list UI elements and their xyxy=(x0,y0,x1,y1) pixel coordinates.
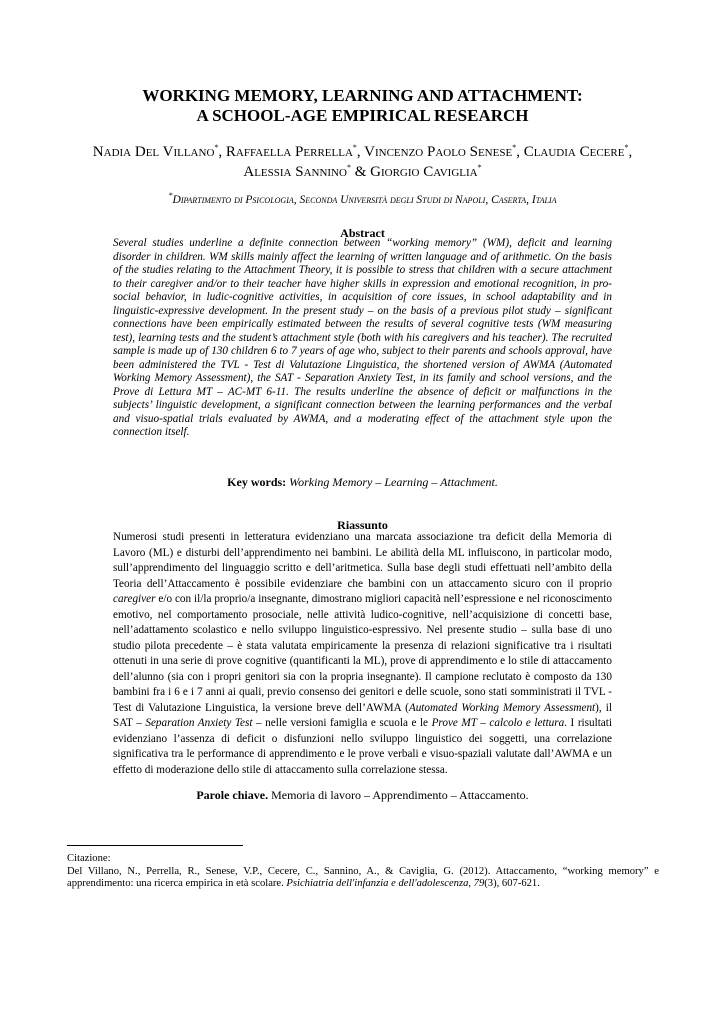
authors-line-2 xyxy=(60,162,665,182)
abstract-heading: Abstract xyxy=(340,226,385,240)
riassunto-text xyxy=(113,530,612,778)
author-ampersand: & xyxy=(354,164,367,180)
author-name: Vincenzo Paolo Senese xyxy=(364,144,513,160)
title-line-1: WORKING MEMORY, LEARNING AND ATTACHMENT: xyxy=(142,86,583,105)
authors-line-1: Nadia Del Villano*, Raffaella Perrella*, Vincenzo Paolo Senese*, Claudia Cecere*, xyxy=(92,143,633,160)
author-name: Giorgio Caviglia xyxy=(370,164,478,180)
riassunto-italic: Automated Working Memory Assessment xyxy=(408,701,596,714)
riassunto-heading: Riassunto xyxy=(337,518,388,532)
citation-body xyxy=(67,866,659,891)
keywords-text: Working Memory – Learning – Attachment. xyxy=(289,475,498,489)
affiliation-text: Dipartimento di Psicologia, Seconda Università degli Studi di Napoli, Caserta, Italia xyxy=(172,194,557,206)
author-mark: * xyxy=(477,163,482,172)
citation-volume: 79 xyxy=(473,878,485,889)
author-list xyxy=(60,142,665,182)
author-name: Nadia Del Villano xyxy=(92,144,215,160)
riassunto-part: Numerosi studi presenti in letteratura evidenziano una marcata associazione tra deficit della Memoria di Lavoro (ML) e disturbi dell’apprendimento nei bambini. Le abilità della ML influiscono, in particolar modo, sull’apprendimento del linguaggio scritto e dell’aritmetica. Sulla base degli studi effettuati nell’ambito della Teoria dell’Attaccamento è possibile evidenziare che bambini con un attaccamento sicuro con il proprio xyxy=(113,531,612,590)
affiliation xyxy=(60,191,665,206)
citation-sep: , xyxy=(468,878,474,889)
citation-journal: Psichiatria dell'infanzia e dell'adolescenza xyxy=(286,878,469,889)
title-line-2: A SCHOOL-AGE EMPIRICAL RESEARCH xyxy=(196,106,529,125)
citation-footnote xyxy=(67,853,659,891)
riassunto-part: e/o con il/la proprio/a insegnante, dimostrano migliori capacità nell’espressione e nel riconoscimento emotivo, nel comportamento prosociale, nelle attività ludico-cognitive, nell’acquisizione di concetti base, nell’adattamento scolastico e nello sviluppo linguistico-espressivo. Nel presente studio – sulla base di uno studio pilota precedente – è stata valutata empiricamente la presenza di relazioni significative tra i risultati ottenuti in una serie di prove cognitive (quantificanti la ML), prove di apprendimento e lo stile di attaccamento dell’alunno (sia con i propri genitori sia con la propria insegnante). Il campione reclutato è composto da 130 bambini fra i 6 e i 7 anni ai quali, previo consenso dei genitori e delle scuole, sono stati somministrati il TVL - Test di Valutazione Linguistica, la versione breve dell’AWMA ( xyxy=(113,593,612,714)
citation-issue: (3) xyxy=(484,878,497,889)
affiliation-mark: * xyxy=(168,191,173,201)
riassunto-part: – nelle versioni famiglia e scuola e le xyxy=(252,717,432,729)
author-mark: * xyxy=(346,163,351,172)
author-mark: * xyxy=(214,143,219,152)
author-mark: * xyxy=(512,143,517,152)
keywords-label: Key words: xyxy=(227,475,287,489)
riassunto-part: . I risultati evidenziano l’assenza di deficit o disfunzioni nello sviluppo linguistico dei soggetti, una correlazione significativa tra le performance di apprendimento e le prove verbali e visuo-spaziali valutate dall’AWMA e un effetto di moderazione dello stile di attaccamento sulla correlazione stessa. xyxy=(113,717,612,776)
parole-chiave-label: Parole chiave. xyxy=(196,788,269,802)
paper-title xyxy=(60,86,665,126)
abstract-text: Several studies underline a definite connection between “working memory” (WM), deficit and learning disorder in children. WM skills mainly affect the learning of written language and of arithmetic. On the basis of the studies relating to the Attachment Theory, it is possible to stress that children with a secure attachment to their caregiver and/or to their teacher have higher skills in expression and emotional recognition, in pro-social behavior, in ludic-cognitive activities, in acquisition of core issues, in school adaptability and in linguistic-expressive development. In the present study – on the basis of a previous pilot study – significant connections have been empirically estimated between the results of several cognitive tests (WM measuring test), learning tests and the student’s attachment style (both with his caregivers and his teacher). The recruited sample is made up of 130 children 6 to 7 years of age who, subject to their parents and schools approval, have been administered the TVL - Test di Valutazione Linguistica, the shortened version of AWMA (Automated Working Memory Assessment), the SAT - Separation Anxiety Test, in its family and school versions, and the Prove di Lettura MT – AC-MT 6-11. The results underline the absence of deficit or malfunctions in the subjects’ linguistic development, a significant connection between the learning performances and the verbal and visuo-spatial trials evaluated by AWMA, and a moderating effect of the attachment style upon the connection itself. xyxy=(113,237,612,438)
riassunto-italic: Prove MT – calcolo e lettura xyxy=(431,717,565,729)
citation-text: Del Villano, N., Perrella, R., Senese, V.P., Cecere, C., Sannino, A., & Caviglia, G. (2012). Attaccamento, “working memory” e apprendimento: una ricerca empirica in età scolare. xyxy=(67,865,659,889)
footnote-divider xyxy=(67,845,243,846)
riassunto-part: ), il SAT – xyxy=(113,701,612,729)
parole-chiave xyxy=(60,788,665,803)
riassunto-italic: caregiver xyxy=(113,593,156,605)
author-name: Alessia Sannino xyxy=(243,164,347,180)
author-mark: * xyxy=(624,143,629,152)
parole-chiave-text: Memoria di lavoro – Apprendimento – Attaccamento. xyxy=(271,788,529,802)
citation-pages: , 607-621. xyxy=(496,878,540,889)
author-name: Claudia Cecere xyxy=(523,144,625,160)
author-name: Raffaella Perrella xyxy=(225,144,353,160)
citation-label: Citazione: xyxy=(67,853,111,864)
keywords xyxy=(60,475,665,490)
riassunto-italic: Separation Anxiety Test xyxy=(145,717,253,729)
author-mark: * xyxy=(352,143,357,152)
